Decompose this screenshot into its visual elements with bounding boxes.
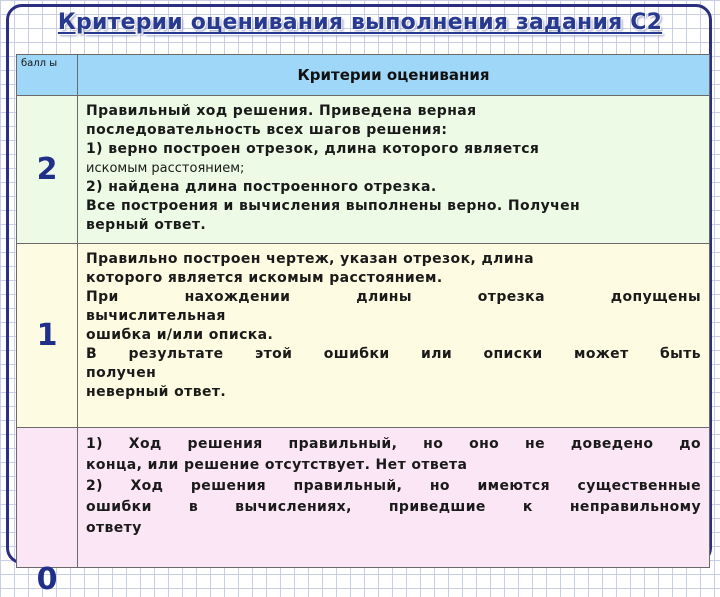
table-row <box>17 428 710 568</box>
score-value: 0 <box>36 562 58 597</box>
criteria-line: 2) найдена длина построенного отрезка. <box>86 179 437 195</box>
criteria-line: Правильно построен чертеж, указан отрезок, длина <box>86 251 534 267</box>
criteria-line: искомым расстоянием; <box>86 161 245 176</box>
criteria-line: 1) верно построен отрезок, длина которого является <box>86 141 540 157</box>
score-column-header: балл ы <box>17 55 78 96</box>
table-row <box>17 96 710 244</box>
criteria-line: последовательность всех шагов решения: <box>86 122 448 138</box>
criteria-line: При нахождении длины отрезка допущены <box>86 289 701 305</box>
criteria-line: верный ответ. <box>86 217 207 233</box>
criteria-line: получен <box>86 365 157 381</box>
criteria-line: 2) Ход решения правильный, но имеются существенные <box>86 478 701 494</box>
slide-title: Критерии оценивания выполнения задания С2 <box>57 10 663 35</box>
score-cell: 1 <box>17 244 78 428</box>
criteria-column-header: Критерии оценивания <box>78 55 710 96</box>
table-header-row <box>17 55 710 96</box>
criteria-line: ответу <box>86 520 142 536</box>
criteria-line: которого является искомым расстоянием. <box>86 270 443 286</box>
criteria-line: неверный ответ. <box>86 384 227 400</box>
criteria-line: В результате этой ошибки или описки может быть <box>86 346 701 362</box>
criteria-line: ошибки в вычислениях, приведшие к неправильному <box>86 499 701 515</box>
criteria-line: Все построения и вычисления выполнены верно. Получен <box>86 198 581 214</box>
criteria-line: вычислительная <box>86 308 226 324</box>
criteria-line: Правильный ход решения. Приведена верная <box>86 103 477 119</box>
score-cell <box>17 428 78 597</box>
table-row <box>17 244 710 428</box>
criteria-line: ошибка и/или описка. <box>86 327 274 343</box>
score-cell: 2 <box>17 96 78 244</box>
criteria-cell <box>78 428 710 568</box>
criteria-cell <box>78 96 710 244</box>
criteria-line: 1) Ход решения правильный, но оно не доведено до <box>86 436 701 452</box>
criteria-cell <box>78 244 710 428</box>
criteria-table <box>16 54 710 597</box>
criteria-line: конца, или решение отсутствует. Нет ответа <box>86 457 468 473</box>
